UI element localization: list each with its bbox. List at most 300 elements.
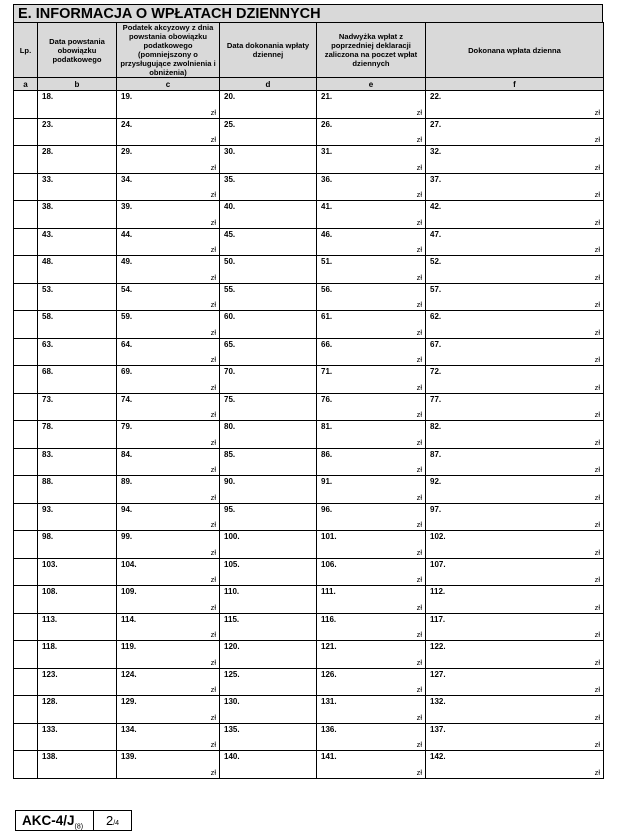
field-cell[interactable] bbox=[220, 751, 317, 779]
field-cell[interactable] bbox=[38, 723, 117, 751]
daily-payments-table bbox=[13, 22, 604, 779]
field-cell[interactable] bbox=[426, 118, 604, 146]
field-cell[interactable] bbox=[38, 256, 117, 284]
field-cell[interactable] bbox=[220, 723, 317, 751]
field-cell[interactable] bbox=[38, 696, 117, 724]
field-cell[interactable] bbox=[38, 421, 117, 449]
table-row bbox=[14, 118, 604, 146]
field-cell[interactable] bbox=[117, 641, 220, 669]
table-row bbox=[14, 228, 604, 256]
field-number: 98. bbox=[42, 532, 54, 541]
field-number: 38. bbox=[42, 202, 54, 211]
field-number: 18. bbox=[42, 92, 54, 101]
field-cell[interactable] bbox=[220, 503, 317, 531]
field-number: 80. bbox=[224, 422, 236, 431]
field-number: 132. bbox=[430, 697, 446, 706]
field-cell[interactable] bbox=[220, 586, 317, 614]
field-cell[interactable] bbox=[426, 201, 604, 229]
currency-label: zł bbox=[210, 327, 216, 337]
table-row bbox=[14, 338, 604, 366]
page-number bbox=[94, 811, 131, 830]
field-cell[interactable] bbox=[426, 723, 604, 751]
field-cell[interactable] bbox=[38, 641, 117, 669]
field-cell[interactable] bbox=[317, 723, 426, 751]
field-number: 50. bbox=[224, 257, 236, 266]
field-cell[interactable] bbox=[317, 146, 426, 174]
currency-label: zł bbox=[594, 410, 600, 419]
field-cell[interactable] bbox=[117, 91, 220, 119]
field-number: 73. bbox=[42, 394, 54, 404]
field-cell[interactable] bbox=[220, 228, 317, 256]
currency-label: zł bbox=[210, 602, 216, 612]
currency-label: zł bbox=[416, 410, 422, 419]
lp-cell bbox=[14, 668, 38, 696]
header-surplus: Nadwyżka wpłat z poprzedniej deklaracji zaliczona na poczet wpłat dziennych bbox=[317, 23, 426, 78]
field-number: 122. bbox=[430, 642, 446, 651]
field-cell[interactable] bbox=[117, 613, 220, 641]
field-number: 43. bbox=[42, 229, 54, 239]
header-tax-date: Data powstania obowiązku podatkowego bbox=[38, 23, 117, 78]
column-letter: e bbox=[317, 78, 426, 91]
field-cell[interactable] bbox=[317, 256, 426, 284]
currency-label: zł bbox=[210, 107, 216, 117]
currency-label: zł bbox=[210, 217, 216, 227]
field-cell[interactable] bbox=[220, 91, 317, 119]
field-cell[interactable] bbox=[38, 338, 117, 366]
currency-label: zł bbox=[210, 272, 216, 282]
field-number: 70. bbox=[224, 367, 236, 376]
field-cell[interactable] bbox=[117, 531, 220, 559]
field-cell[interactable] bbox=[117, 558, 220, 586]
field-cell[interactable] bbox=[38, 366, 117, 394]
currency-label: zł bbox=[594, 740, 600, 749]
currency-label: zł bbox=[210, 245, 216, 254]
currency-label: zł bbox=[210, 712, 216, 722]
table-row bbox=[14, 421, 604, 449]
field-number: 117. bbox=[430, 614, 446, 624]
lp-cell bbox=[14, 366, 38, 394]
field-cell[interactable] bbox=[117, 393, 220, 421]
table-row bbox=[14, 283, 604, 311]
currency-label: zł bbox=[210, 437, 216, 447]
table-row bbox=[14, 173, 604, 201]
field-number: 137. bbox=[430, 724, 446, 734]
field-cell[interactable] bbox=[220, 696, 317, 724]
field-cell[interactable] bbox=[426, 668, 604, 696]
field-cell[interactable] bbox=[38, 503, 117, 531]
field-cell[interactable] bbox=[117, 311, 220, 339]
field-cell[interactable] bbox=[317, 201, 426, 229]
field-cell[interactable] bbox=[38, 146, 117, 174]
field-number: 118. bbox=[42, 642, 58, 651]
field-cell[interactable] bbox=[426, 696, 604, 724]
field-number: 53. bbox=[42, 284, 54, 294]
field-number: 64. bbox=[121, 339, 133, 349]
currency-label: zł bbox=[594, 217, 600, 227]
field-number: 46. bbox=[321, 229, 333, 239]
field-number: 55. bbox=[224, 284, 236, 294]
field-cell[interactable] bbox=[117, 476, 220, 504]
currency-label: zł bbox=[416, 547, 422, 557]
field-cell[interactable] bbox=[117, 201, 220, 229]
currency-label: zł bbox=[594, 767, 600, 777]
field-cell[interactable] bbox=[426, 366, 604, 394]
lp-cell bbox=[14, 118, 38, 146]
table-row bbox=[14, 146, 604, 174]
field-cell[interactable] bbox=[426, 421, 604, 449]
field-number: 82. bbox=[430, 422, 442, 431]
field-cell[interactable] bbox=[426, 613, 604, 641]
field-number: 103. bbox=[42, 559, 58, 569]
currency-label: zł bbox=[594, 190, 600, 199]
field-cell[interactable] bbox=[317, 503, 426, 531]
field-cell[interactable] bbox=[117, 366, 220, 394]
field-cell[interactable] bbox=[220, 448, 317, 476]
field-cell[interactable] bbox=[220, 366, 317, 394]
field-number: 88. bbox=[42, 477, 54, 486]
table-row bbox=[14, 531, 604, 559]
field-cell[interactable] bbox=[317, 696, 426, 724]
currency-label: zł bbox=[416, 245, 422, 254]
table-row bbox=[14, 201, 604, 229]
field-number: 27. bbox=[430, 119, 442, 129]
column-letter: c bbox=[117, 78, 220, 91]
field-cell[interactable] bbox=[117, 146, 220, 174]
field-cell[interactable] bbox=[317, 641, 426, 669]
field-cell[interactable] bbox=[38, 118, 117, 146]
currency-label: zł bbox=[416, 657, 422, 667]
field-cell[interactable] bbox=[38, 228, 117, 256]
currency-label: zł bbox=[416, 327, 422, 337]
field-number: 24. bbox=[121, 119, 133, 129]
currency-label: zł bbox=[594, 630, 600, 639]
form-code-label: AKC-4/J bbox=[22, 813, 75, 828]
field-cell[interactable] bbox=[220, 173, 317, 201]
field-number: 74. bbox=[121, 394, 133, 404]
field-cell[interactable] bbox=[220, 531, 317, 559]
field-cell[interactable] bbox=[317, 393, 426, 421]
field-number: 104. bbox=[121, 559, 137, 569]
header-row bbox=[14, 23, 604, 78]
column-letter: f bbox=[426, 78, 604, 91]
field-number: 93. bbox=[42, 504, 54, 514]
field-cell[interactable] bbox=[317, 668, 426, 696]
currency-label: zł bbox=[416, 520, 422, 529]
field-number: 102. bbox=[430, 532, 446, 541]
field-cell[interactable] bbox=[317, 531, 426, 559]
field-cell[interactable] bbox=[426, 283, 604, 311]
field-number: 108. bbox=[42, 587, 58, 596]
field-cell[interactable] bbox=[426, 338, 604, 366]
header-payment-date: Data dokonania wpłaty dziennej bbox=[220, 23, 317, 78]
field-cell[interactable] bbox=[220, 641, 317, 669]
currency-label: zł bbox=[594, 245, 600, 254]
field-number: 31. bbox=[321, 147, 333, 156]
field-number: 71. bbox=[321, 367, 333, 376]
field-cell[interactable] bbox=[117, 118, 220, 146]
field-number: 141. bbox=[321, 752, 337, 761]
field-number: 135. bbox=[224, 724, 240, 734]
field-cell[interactable] bbox=[426, 228, 604, 256]
field-number: 121. bbox=[321, 642, 337, 651]
field-cell[interactable] bbox=[220, 421, 317, 449]
field-number: 90. bbox=[224, 477, 236, 486]
field-cell[interactable] bbox=[426, 448, 604, 476]
field-cell[interactable] bbox=[317, 311, 426, 339]
currency-label: zł bbox=[416, 300, 422, 309]
field-number: 134. bbox=[121, 724, 137, 734]
field-cell[interactable] bbox=[38, 173, 117, 201]
currency-label: zł bbox=[594, 107, 600, 117]
field-number: 25. bbox=[224, 119, 236, 129]
field-cell[interactable] bbox=[38, 448, 117, 476]
field-cell[interactable] bbox=[317, 586, 426, 614]
field-cell[interactable] bbox=[117, 228, 220, 256]
column-letters-row bbox=[14, 78, 604, 91]
field-cell[interactable] bbox=[117, 338, 220, 366]
field-cell[interactable] bbox=[38, 311, 117, 339]
field-cell[interactable] bbox=[317, 613, 426, 641]
field-number: 60. bbox=[224, 312, 236, 321]
field-number: 29. bbox=[121, 147, 133, 156]
field-cell[interactable] bbox=[38, 283, 117, 311]
field-cell[interactable] bbox=[220, 256, 317, 284]
currency-label: zł bbox=[210, 135, 216, 144]
field-number: 59. bbox=[121, 312, 133, 321]
field-number: 34. bbox=[121, 174, 133, 184]
field-number: 41. bbox=[321, 202, 333, 211]
currency-label: zł bbox=[594, 300, 600, 309]
field-cell[interactable] bbox=[426, 173, 604, 201]
field-number: 130. bbox=[224, 697, 240, 706]
field-number: 49. bbox=[121, 257, 133, 266]
field-cell[interactable] bbox=[38, 476, 117, 504]
field-cell[interactable] bbox=[117, 503, 220, 531]
currency-label: zł bbox=[416, 272, 422, 282]
field-cell[interactable] bbox=[117, 256, 220, 284]
field-cell[interactable] bbox=[38, 91, 117, 119]
field-cell[interactable] bbox=[317, 228, 426, 256]
field-cell[interactable] bbox=[220, 338, 317, 366]
field-number: 39. bbox=[121, 202, 133, 211]
lp-cell bbox=[14, 338, 38, 366]
table-row bbox=[14, 448, 604, 476]
currency-label: zł bbox=[210, 465, 216, 474]
currency-label: zł bbox=[594, 382, 600, 392]
field-cell[interactable] bbox=[426, 476, 604, 504]
currency-label: zł bbox=[416, 575, 422, 584]
field-number: 57. bbox=[430, 284, 442, 294]
lp-cell bbox=[14, 531, 38, 559]
lp-cell bbox=[14, 641, 38, 669]
currency-label: zł bbox=[594, 272, 600, 282]
field-cell[interactable] bbox=[117, 668, 220, 696]
currency-label: zł bbox=[210, 575, 216, 584]
field-cell[interactable] bbox=[426, 393, 604, 421]
field-cell[interactable] bbox=[38, 613, 117, 641]
currency-label: zł bbox=[594, 657, 600, 667]
field-number: 76. bbox=[321, 394, 333, 404]
field-number: 23. bbox=[42, 119, 54, 129]
lp-cell bbox=[14, 558, 38, 586]
field-number: 115. bbox=[224, 614, 240, 624]
field-number: 32. bbox=[430, 147, 442, 156]
field-cell[interactable] bbox=[220, 118, 317, 146]
field-cell[interactable] bbox=[117, 696, 220, 724]
table-row bbox=[14, 311, 604, 339]
field-cell[interactable] bbox=[220, 311, 317, 339]
field-number: 124. bbox=[121, 669, 137, 679]
field-number: 28. bbox=[42, 147, 54, 156]
field-number: 72. bbox=[430, 367, 442, 376]
field-cell[interactable] bbox=[317, 366, 426, 394]
field-cell[interactable] bbox=[426, 751, 604, 779]
currency-label: zł bbox=[416, 712, 422, 722]
field-number: 37. bbox=[430, 174, 442, 184]
field-cell[interactable] bbox=[317, 173, 426, 201]
currency-label: zł bbox=[416, 107, 422, 117]
field-cell[interactable] bbox=[117, 448, 220, 476]
field-number: 68. bbox=[42, 367, 54, 376]
currency-label: zł bbox=[210, 410, 216, 419]
field-cell[interactable] bbox=[220, 668, 317, 696]
field-cell[interactable] bbox=[117, 586, 220, 614]
field-cell[interactable] bbox=[317, 751, 426, 779]
currency-label: zł bbox=[416, 135, 422, 144]
field-cell[interactable] bbox=[38, 668, 117, 696]
lp-cell bbox=[14, 421, 38, 449]
field-number: 119. bbox=[121, 642, 137, 651]
field-number: 48. bbox=[42, 257, 54, 266]
currency-label: zł bbox=[416, 355, 422, 364]
field-number: 83. bbox=[42, 449, 54, 459]
table-row bbox=[14, 641, 604, 669]
field-cell[interactable] bbox=[426, 91, 604, 119]
currency-label: zł bbox=[416, 190, 422, 199]
field-cell[interactable] bbox=[220, 613, 317, 641]
currency-label: zł bbox=[594, 135, 600, 144]
currency-label: zł bbox=[210, 162, 216, 172]
currency-label: zł bbox=[210, 767, 216, 777]
field-cell[interactable] bbox=[426, 146, 604, 174]
currency-label: zł bbox=[210, 630, 216, 639]
table-row bbox=[14, 476, 604, 504]
field-number: 89. bbox=[121, 477, 133, 486]
field-number: 138. bbox=[42, 752, 58, 761]
field-cell[interactable] bbox=[117, 173, 220, 201]
field-number: 106. bbox=[321, 559, 337, 569]
lp-cell bbox=[14, 696, 38, 724]
field-number: 26. bbox=[321, 119, 333, 129]
field-cell[interactable] bbox=[426, 311, 604, 339]
field-number: 22. bbox=[430, 92, 442, 101]
field-cell[interactable] bbox=[220, 146, 317, 174]
lp-cell bbox=[14, 146, 38, 174]
field-cell[interactable] bbox=[220, 283, 317, 311]
field-number: 75. bbox=[224, 394, 236, 404]
field-number: 33. bbox=[42, 174, 54, 184]
currency-label: zł bbox=[416, 437, 422, 447]
field-number: 123. bbox=[42, 669, 58, 679]
field-cell[interactable] bbox=[220, 393, 317, 421]
currency-label: zł bbox=[416, 162, 422, 172]
field-number: 81. bbox=[321, 422, 333, 431]
field-cell[interactable] bbox=[38, 393, 117, 421]
field-cell[interactable] bbox=[317, 118, 426, 146]
currency-label: zł bbox=[210, 382, 216, 392]
field-number: 128. bbox=[42, 697, 58, 706]
field-cell[interactable] bbox=[426, 586, 604, 614]
currency-label: zł bbox=[416, 685, 422, 694]
page-current: 2 bbox=[105, 813, 114, 828]
field-cell[interactable] bbox=[426, 531, 604, 559]
field-cell[interactable] bbox=[38, 531, 117, 559]
field-number: 36. bbox=[321, 174, 333, 184]
field-cell[interactable] bbox=[426, 558, 604, 586]
field-number: 105. bbox=[224, 559, 240, 569]
currency-label: zł bbox=[416, 382, 422, 392]
field-number: 129. bbox=[121, 697, 137, 706]
field-cell[interactable] bbox=[317, 476, 426, 504]
field-number: 52. bbox=[430, 257, 442, 266]
table-row bbox=[14, 91, 604, 119]
field-cell[interactable] bbox=[317, 448, 426, 476]
field-cell[interactable] bbox=[426, 641, 604, 669]
field-cell[interactable] bbox=[38, 558, 117, 586]
field-cell[interactable] bbox=[38, 586, 117, 614]
currency-label: zł bbox=[594, 602, 600, 612]
table-row bbox=[14, 393, 604, 421]
field-cell[interactable] bbox=[426, 256, 604, 284]
lp-cell bbox=[14, 283, 38, 311]
field-number: 133. bbox=[42, 724, 58, 734]
field-cell[interactable] bbox=[117, 751, 220, 779]
field-cell[interactable] bbox=[117, 283, 220, 311]
field-number: 142. bbox=[430, 752, 446, 761]
field-cell[interactable] bbox=[117, 421, 220, 449]
field-cell[interactable] bbox=[220, 201, 317, 229]
field-number: 30. bbox=[224, 147, 236, 156]
lp-cell bbox=[14, 393, 38, 421]
table-row bbox=[14, 613, 604, 641]
currency-label: zł bbox=[210, 685, 216, 694]
field-number: 78. bbox=[42, 422, 54, 431]
field-cell[interactable] bbox=[220, 476, 317, 504]
field-cell[interactable] bbox=[317, 283, 426, 311]
field-cell[interactable] bbox=[426, 503, 604, 531]
field-number: 113. bbox=[42, 614, 58, 624]
field-cell[interactable] bbox=[38, 751, 117, 779]
field-number: 47. bbox=[430, 229, 442, 239]
table-row bbox=[14, 503, 604, 531]
currency-label: zł bbox=[210, 547, 216, 557]
field-cell[interactable] bbox=[117, 723, 220, 751]
field-number: 97. bbox=[430, 504, 442, 514]
currency-label: zł bbox=[594, 520, 600, 529]
field-cell[interactable] bbox=[317, 421, 426, 449]
field-cell[interactable] bbox=[317, 338, 426, 366]
currency-label: zł bbox=[594, 685, 600, 694]
field-cell[interactable] bbox=[220, 558, 317, 586]
field-number: 107. bbox=[430, 559, 446, 569]
lp-cell bbox=[14, 228, 38, 256]
currency-label: zł bbox=[594, 162, 600, 172]
field-cell[interactable] bbox=[38, 201, 117, 229]
currency-label: zł bbox=[210, 300, 216, 309]
field-cell[interactable] bbox=[317, 91, 426, 119]
currency-label: zł bbox=[416, 602, 422, 612]
field-cell[interactable] bbox=[317, 558, 426, 586]
